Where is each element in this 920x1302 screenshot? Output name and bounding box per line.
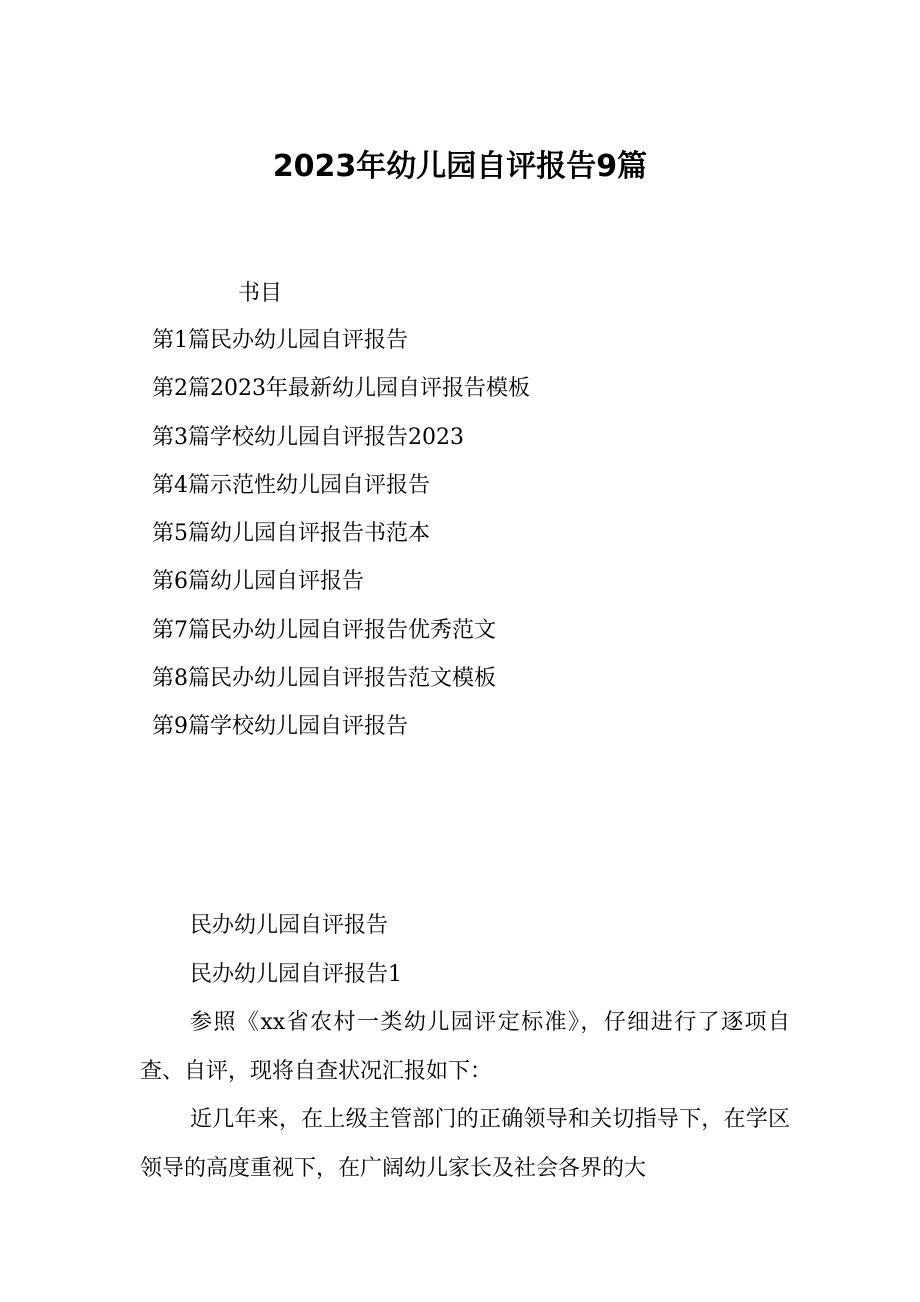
toc-item: 第9篇学校幼儿园自评报告 xyxy=(152,714,408,740)
table-of-contents xyxy=(152,325,530,760)
body-paragraph: 近几年来，在上级主管部门的正确领导和关切指导下，在学区领导的高度重视下，在广阔幼儿家长及社会各界的大 xyxy=(140,1107,790,1181)
document-title: 2023年幼儿园自评报告9篇 xyxy=(272,149,648,184)
toc-item: 第4篇示范性幼儿园自评报告 xyxy=(152,472,430,498)
body-paragraph: 参照《xx省农村一类幼儿园评定标准》，仔细进行了逐项自查、自评，现将自查状况汇报如下： xyxy=(140,1010,790,1084)
toc-item: 第1篇民办幼儿园自评报告 xyxy=(152,328,408,353)
toc-item: 第2篇2023年最新幼儿园自评报告模板 xyxy=(152,376,530,402)
section-heading: 民办幼儿园自评报告 xyxy=(190,913,389,938)
subsection-heading: 民办幼儿园自评报告1 xyxy=(190,961,402,987)
toc-item: 第3篇学校幼儿园自评报告2023 xyxy=(152,424,464,450)
document-body xyxy=(140,902,790,1193)
toc-item: 第5篇幼儿园自评报告书范本 xyxy=(152,521,430,547)
toc-heading: 书目 xyxy=(238,281,283,306)
toc-item: 第7篇民办幼儿园自评报告优秀范文 xyxy=(152,617,496,643)
toc-item: 第8篇民办幼儿园自评报告范文模板 xyxy=(152,666,496,692)
toc-item: 第6篇幼儿园自评报告 xyxy=(152,569,364,595)
